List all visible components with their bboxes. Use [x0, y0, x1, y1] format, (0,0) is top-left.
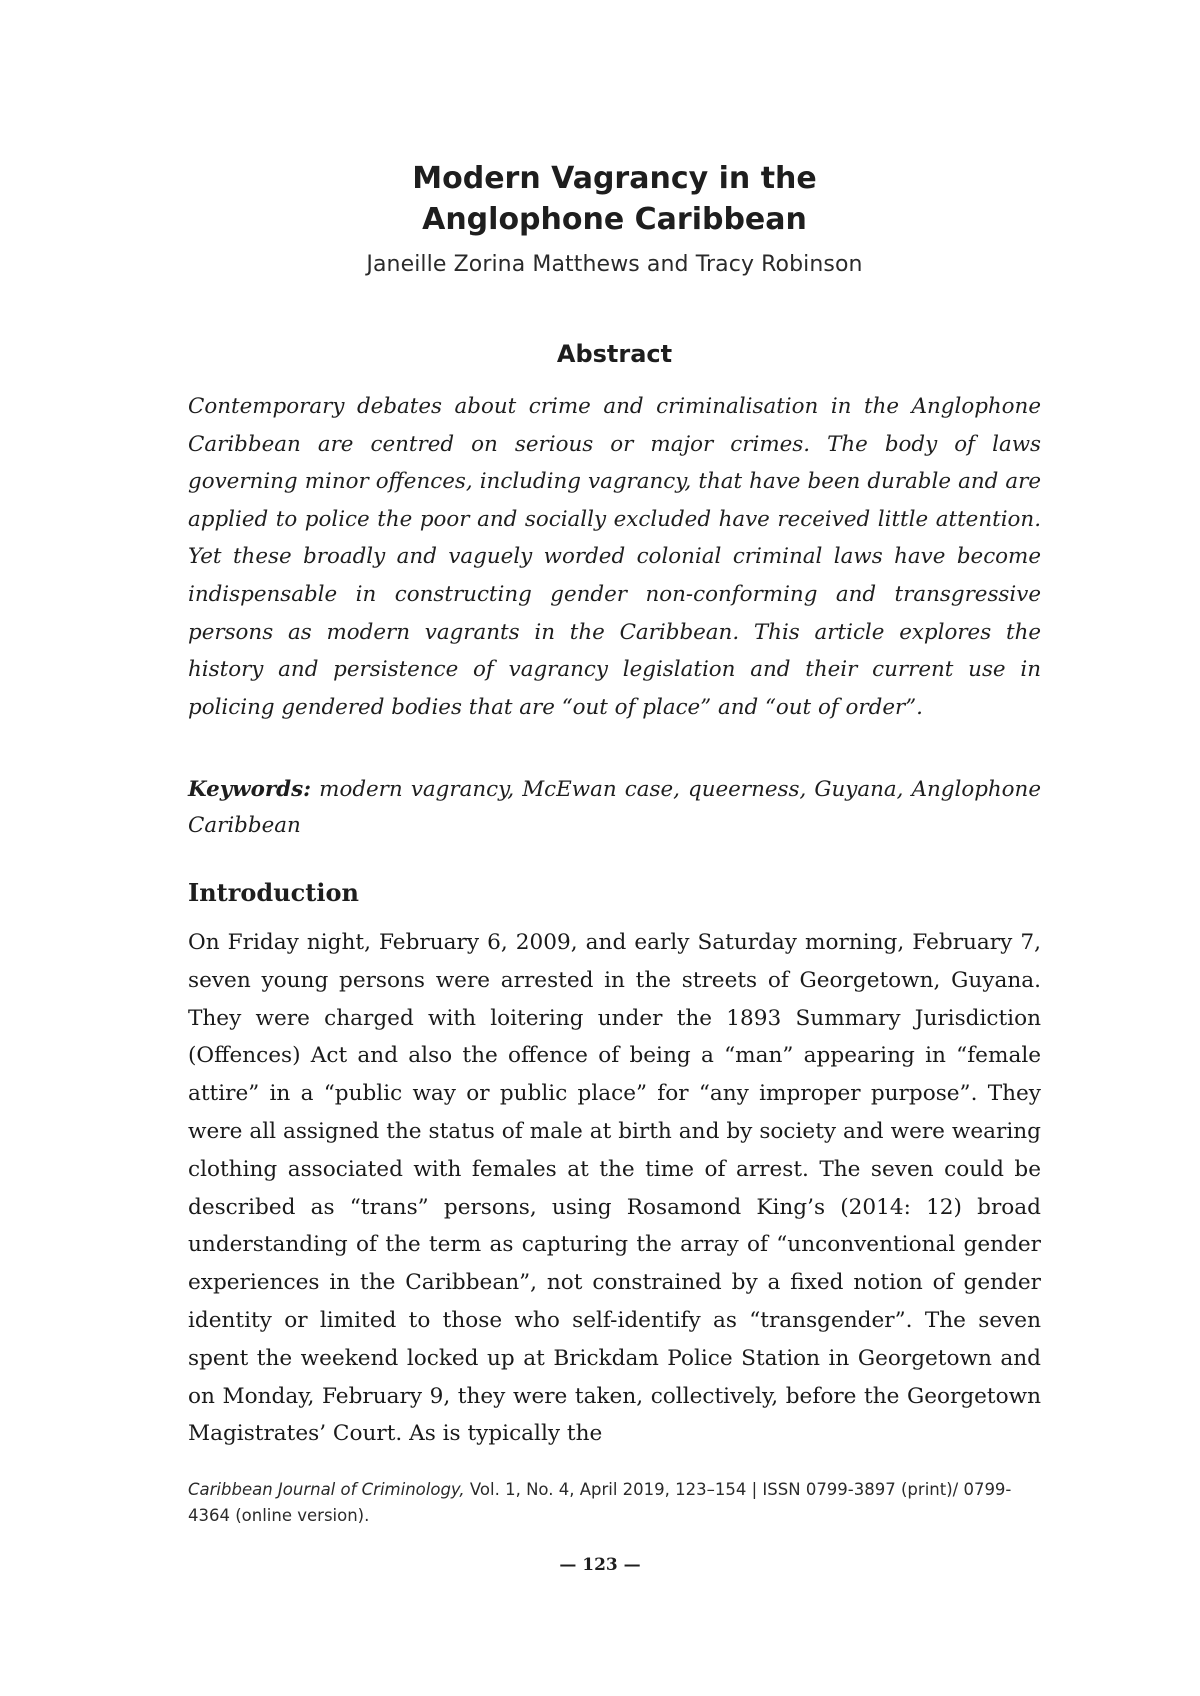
page-number: — 123 —: [559, 1555, 641, 1575]
journal-name: Caribbean Journal of Criminology,: [188, 1480, 465, 1499]
article-title-line-1: Modern Vagrancy in the: [412, 161, 817, 196]
citation-details: Vol. 1, No. 4, April 2019, 123–154 | ISSN 0799-3897 (print)/ 0799-4364 (online version).: [188, 1480, 1012, 1525]
article-title-line-2: Anglophone Caribbean: [422, 202, 807, 237]
citation-footnote: [188, 1477, 1041, 1529]
article-authors: Janeille Zorina Matthews and Tracy Robinson: [366, 252, 863, 277]
abstract-heading: Abstract: [556, 340, 673, 368]
abstract-text: Contemporary debates about crime and criminalisation in the Anglophone Caribbean are centred on serious or major crimes. The body of laws governing minor offences, including vagrancy, that have been durable and are applied to police the poor and socially excluded have received little attention. Yet these broadly and vaguely worded colonial criminal laws have become indispensable in constructing gender non-conforming and transgressive persons as modern vagrants in the Caribbean. This article explores the history and persistence of vagrancy legislation and their current use in policing gendered bodies that are “out of place” and “out of order”.: [188, 394, 1041, 720]
keywords-text: modern vagrancy, McEwan case, queerness, Guyana, Anglophone Caribbean: [188, 777, 1041, 838]
keywords-paragraph: [188, 772, 1041, 844]
introduction-heading: Introduction: [188, 878, 359, 907]
keywords-label: Keywords:: [188, 777, 312, 802]
introduction-text: On Friday night, February 6, 2009, and early Saturday morning, February 7, seven young persons were arrested in the streets of Georgetown, Guyana. They were charged with loitering under the 1893 Summary Jurisdiction (Offences) Act and also the offence of being a “man” appearing in “female attire” in a “public way or public place” for “any improper purpose”. They were all assigned the status of male at birth and by society and were wearing clothing associated with females at the time of arrest. The seven could be described as “trans” persons, using Rosamond King’s (2014: 12) broad understanding of the term as capturing the array of “unconventional gender experiences in the Caribbean”, not constrained by a fixed notion of gender identity or limited to those who self-identify as “transgender”. The seven spent the weekend locked up at Brickdam Police Station in Georgetown and on Monday, February 9, they were taken, collectively, before the Georgetown Magistrates’ Court. As is typically the: [188, 930, 1041, 1447]
article-title: [188, 158, 1041, 240]
